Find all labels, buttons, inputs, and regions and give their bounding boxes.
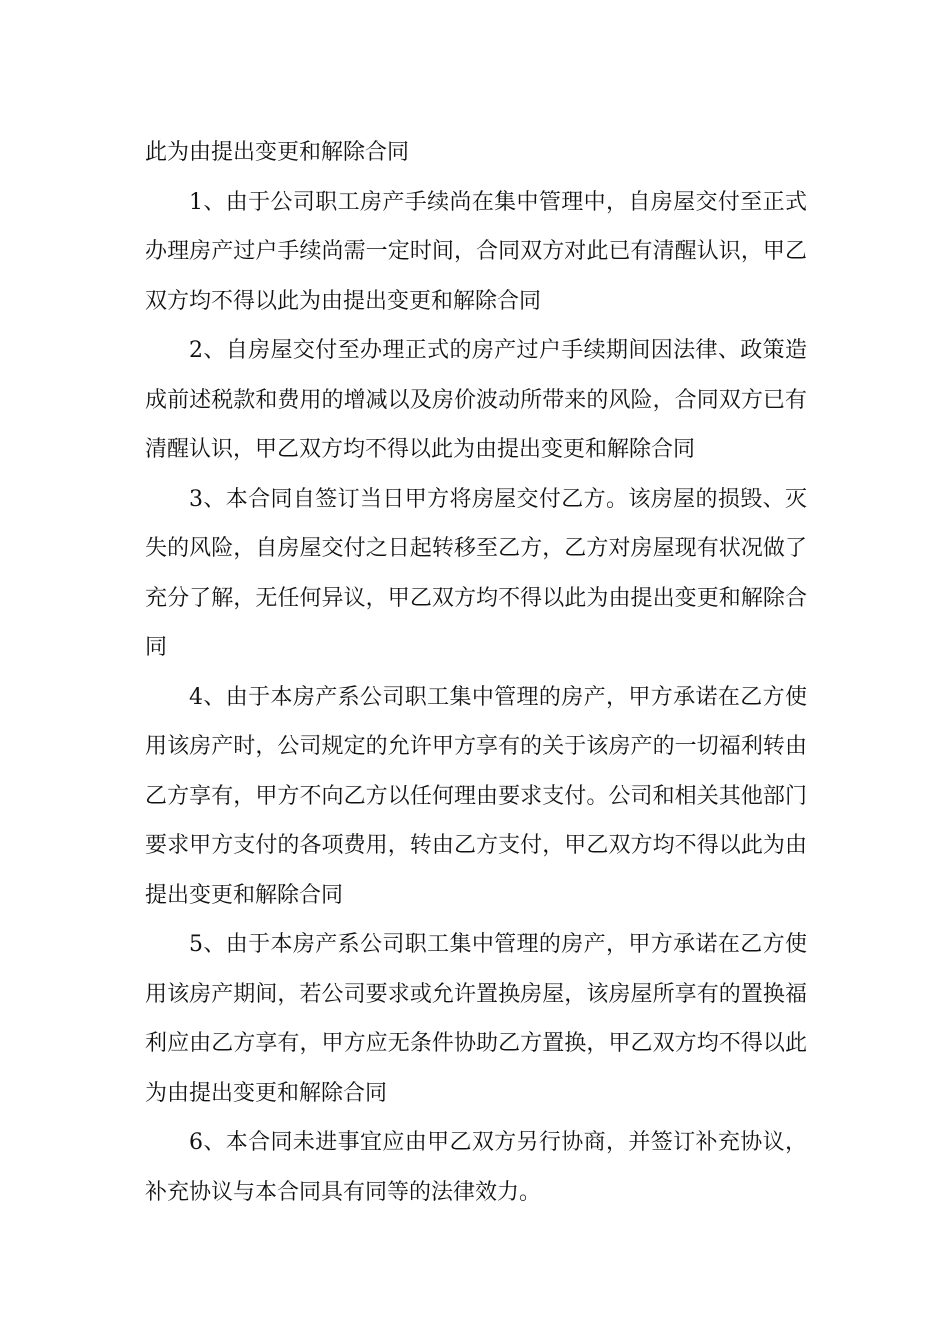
document-body (145, 128, 807, 1217)
paragraph-clause-1: 1、由于公司职工房产手续尚在集中管理中，自房屋交付至正式办理房产过户手续尚需一定时间，合同双方对此已有清醒认识，甲乙双方均不得以此为由提出变更和解除合同 (145, 189, 807, 314)
paragraph-continuation: 此为由提出变更和解除合同 (145, 140, 410, 165)
paragraph-clause-5: 5、由于本房产系公司职工集中管理的房产，甲方承诺在乙方使用该房产期间，若公司要求或允许置换房屋，该房屋所享有的置换福利应由乙方享有，甲方应无条件协助乙方置换，甲乙双方均不得以此为由提出变更和解除合同 (145, 932, 807, 1106)
paragraph-clause-4: 4、由于本房产系公司职工集中管理的房产，甲方承诺在乙方使用该房产时，公司规定的允许甲方享有的关于该房产的一切福利转由乙方享有，甲方不向乙方以任何理由要求支付。公司和相关其他部门要求甲方支付的各项费用，转由乙方支付，甲乙双方均不得以此为由提出变更和解除合同 (145, 684, 807, 908)
paragraph-clause-6: 6、本合同未进事宜应由甲乙双方另行协商，并签订补充协议，补充协议与本合同具有同等的法律效力。 (145, 1130, 807, 1205)
paragraph-clause-3: 3、本合同自签订当日甲方将房屋交付乙方。该房屋的损毁、灭失的风险，自房屋交付之日起转移至乙方，乙方对房屋现有状况做了充分了解，无任何异议，甲乙双方均不得以此为由提出变更和解除合同 (145, 486, 807, 660)
paragraph-clause-2: 2、自房屋交付至办理正式的房产过户手续期间因法律、政策造成前述税款和费用的增减以及房价波动所带来的风险，合同双方已有清醒认识，甲乙双方均不得以此为由提出变更和解除合同 (145, 338, 807, 462)
